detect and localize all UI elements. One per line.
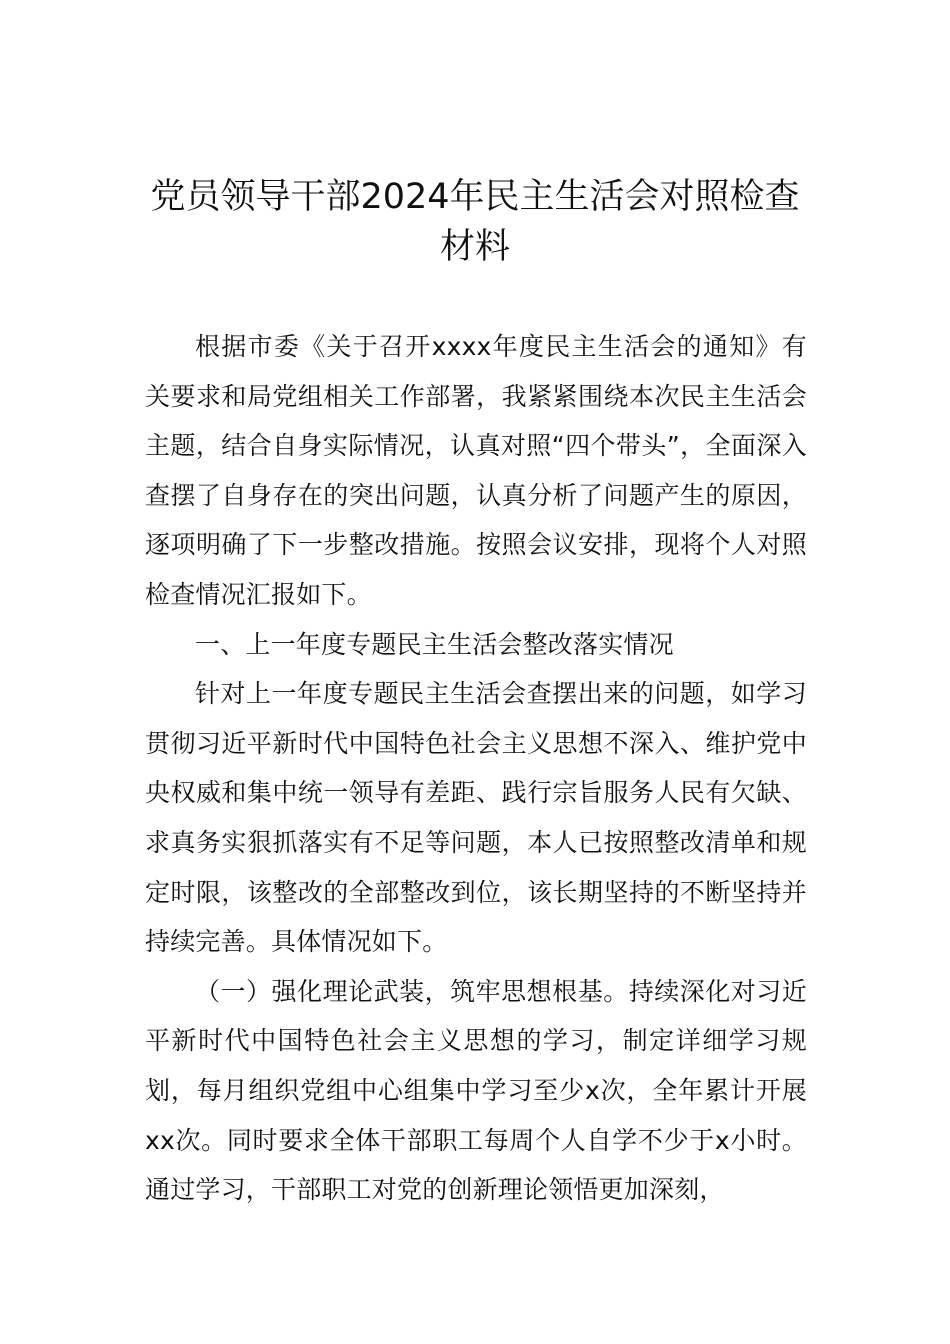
- section-heading-1: 一、上一年度专题民主生活会整改落实情况: [195, 629, 674, 659]
- paragraph-intro: 根据市委《关于召开xxxx年度民主生活会的通知》有关要求和局党组相关工作部署，我紧紧围绕本次民主生活会主题，结合自身实际情况，认真对照“四个带头”，全面深入查摆了自身存在的突出问题，认真分析了问题产生的原因，逐项明确了下一步整改措施。按照会议安排，现将个人对照检查情况汇报如下。: [145, 332, 807, 609]
- document-title: [120, 172, 830, 272]
- title-line-2: 材料: [439, 227, 510, 267]
- title-line-1: 党员领导干部2024年民主生活会对照检查: [150, 177, 800, 217]
- paragraph-section-1: 针对上一年度专题民主生活会查摆出来的问题，如学习贯彻习近平新时代中国特色社会主义思想不深入、维护党中央权威和集中统一领导有差距、践行宗旨服务人民有欠缺、求真务实狠抓落实有不足等问题，本人已按照整改清单和规定时限，该整改的全部整改到位，该长期坚持的不断坚持并持续完善。具体情况如下。: [145, 679, 807, 957]
- paragraph-subsection-1: （一）强化理论武装，筑牢思想根基。持续深化对习近平新时代中国特色社会主义思想的学习，制定详细学习规划，每月组织党组中心组集中学习至少x次，全年累计开展xx次。同时要求全体干部职工每周个人自学不少于x小时。通过学习，干部职工对党的创新理论领悟更加深刻，: [145, 976, 807, 1205]
- document-body: [145, 322, 807, 1215]
